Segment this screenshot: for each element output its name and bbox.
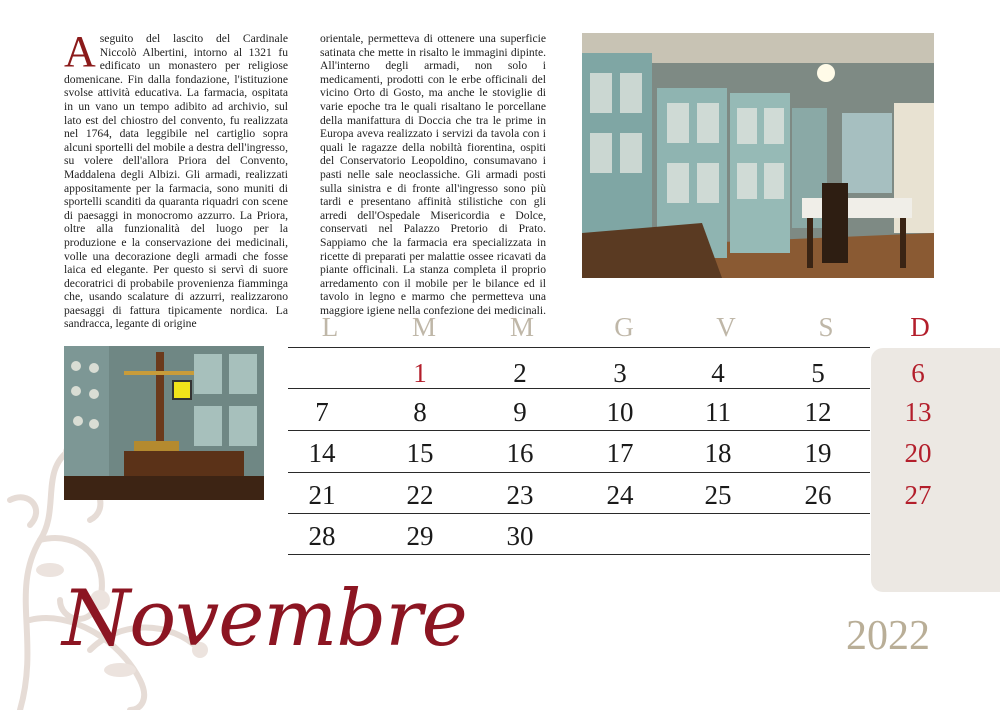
scales-cabinet-photo [64, 346, 264, 500]
article-column-right [320, 32, 546, 317]
weekday-thu: G [614, 312, 634, 342]
calendar-date: 30 [506, 521, 534, 551]
calendar-date: 9 [513, 397, 527, 427]
calendar-date: 22 [406, 480, 434, 510]
drop-cap: A [64, 27, 96, 76]
calendar-date: 28 [308, 521, 336, 551]
calendar-date: 23 [506, 480, 534, 510]
calendar-date: 2 [513, 358, 527, 388]
weekday-wed: M [509, 312, 534, 342]
month-title: Novembre [62, 574, 467, 664]
calendar-date: 16 [506, 438, 534, 468]
calendar-date-sunday: 13 [904, 397, 932, 427]
week-divider [288, 347, 870, 348]
calendar-date: 25 [704, 480, 732, 510]
weekday-tue: M [411, 312, 436, 342]
calendar-date: 5 [811, 358, 825, 388]
calendar-date: 17 [606, 438, 634, 468]
calendar-date: 14 [308, 438, 336, 468]
calendar-date: 8 [413, 397, 427, 427]
calendar-grid [288, 308, 968, 568]
article-text-right: orientale, permetteva di ottenere una superficie satinata che mette in risalto le immagini dipinte. All'interno degli armadi, non solo i medicamenti, prodotti con le erbe officinali del vicino Orto di Gosto, ma anche le stoviglie di varie epoche tra le quali risaltano le porcellane della manifattura di Doccia che tra le prime in Europa aveva realizzato i servizi da tavola con i quali le ragazze della nobiltà fiorentina, ospiti del Conservatorio Leopoldino, consumavano i pasti nelle sale neoclassiche. Gli armadi posti sulla sinistra e di fronte all'ingresso sono più tardi e presentano affinità stilistiche con gli arredi dell'Ospedale Misericordia e Dolce, conservati nel Palazzo Pretorio di Prato. Sappiamo che la farmacia era specializzata in ricette di preparati per malattie ossee ricavati da piante officinali. La stanza completa il proprio arredamento con il mobile per le bilance ed il tavolo in legno e marmo che permetteva una maggiore igiene nella confezione dei medicinali. [320, 32, 546, 317]
calendar-date: 15 [406, 438, 434, 468]
calendar-date: 11 [705, 397, 731, 427]
week-divider [288, 472, 870, 473]
calendar-date: 1 [413, 358, 427, 388]
calendar-date: 29 [406, 521, 434, 551]
calendar-date: 24 [606, 480, 634, 510]
calendar-date: 12 [804, 397, 832, 427]
weekday-fri: V [716, 312, 736, 342]
speech-bubble-icon[interactable] [172, 380, 192, 400]
article-column-left [64, 27, 288, 331]
calendar-date: 19 [804, 438, 832, 468]
weekday-mon: L [321, 312, 339, 342]
article-text-left: seguito del lascito del Cardinale Niccolò Albertini, intorno al 1321 fu edificato un monastero per religiose domenicane. Fin dalla fondazione, l'istituzione svolse attività educativa. La farmacia, ospitata in un vano un tempo adibito ad archivio, sul lato est del chiostro del convento, fu realizzata nel 1764, data leggibile nel cartiglio sopra alcuni sportelli del mobile a destra dell'ingresso, su volere dell'allora Priora del Convento, Maddalena degli Albizi. Gli armadi, realizzati appositamente per la farmacia, sono muniti di sportelli scanditi da quaranta riquadri con scene di paesaggi in monocromo azzurro. La Priora, oltre alla funzionalità del luogo per la produzione e la conservazione dei medicinali, volle una decorazione degli armadi che fosse laica ed elegante. Per questo si servì di suore decoratrici di probabile provenienza fiamminga che, usando scalature di azzurri, realizzarono paesaggi di fattura tipicamente nordica. La sandracca, legante di origine [64, 32, 288, 331]
year-label: 2022 [846, 613, 930, 659]
calendar-date: 7 [315, 397, 329, 427]
calendar-date-sunday: 27 [904, 480, 932, 510]
calendar-date: 3 [613, 358, 627, 388]
calendar-date: 10 [606, 397, 634, 427]
week-divider [288, 388, 870, 389]
calendar-date: 18 [704, 438, 732, 468]
calendar-date: 21 [308, 480, 336, 510]
calendar-date-sunday: 20 [904, 438, 932, 468]
week-divider [288, 513, 870, 514]
calendar-date: 4 [711, 358, 725, 388]
weekday-sat: S [818, 312, 834, 342]
pharmacy-room-photo [582, 33, 934, 278]
calendar-date: 26 [804, 480, 832, 510]
week-divider [288, 430, 870, 431]
calendar-date-sunday: 6 [911, 358, 925, 388]
weekday-sun: D [910, 312, 930, 342]
week-divider [288, 554, 870, 555]
